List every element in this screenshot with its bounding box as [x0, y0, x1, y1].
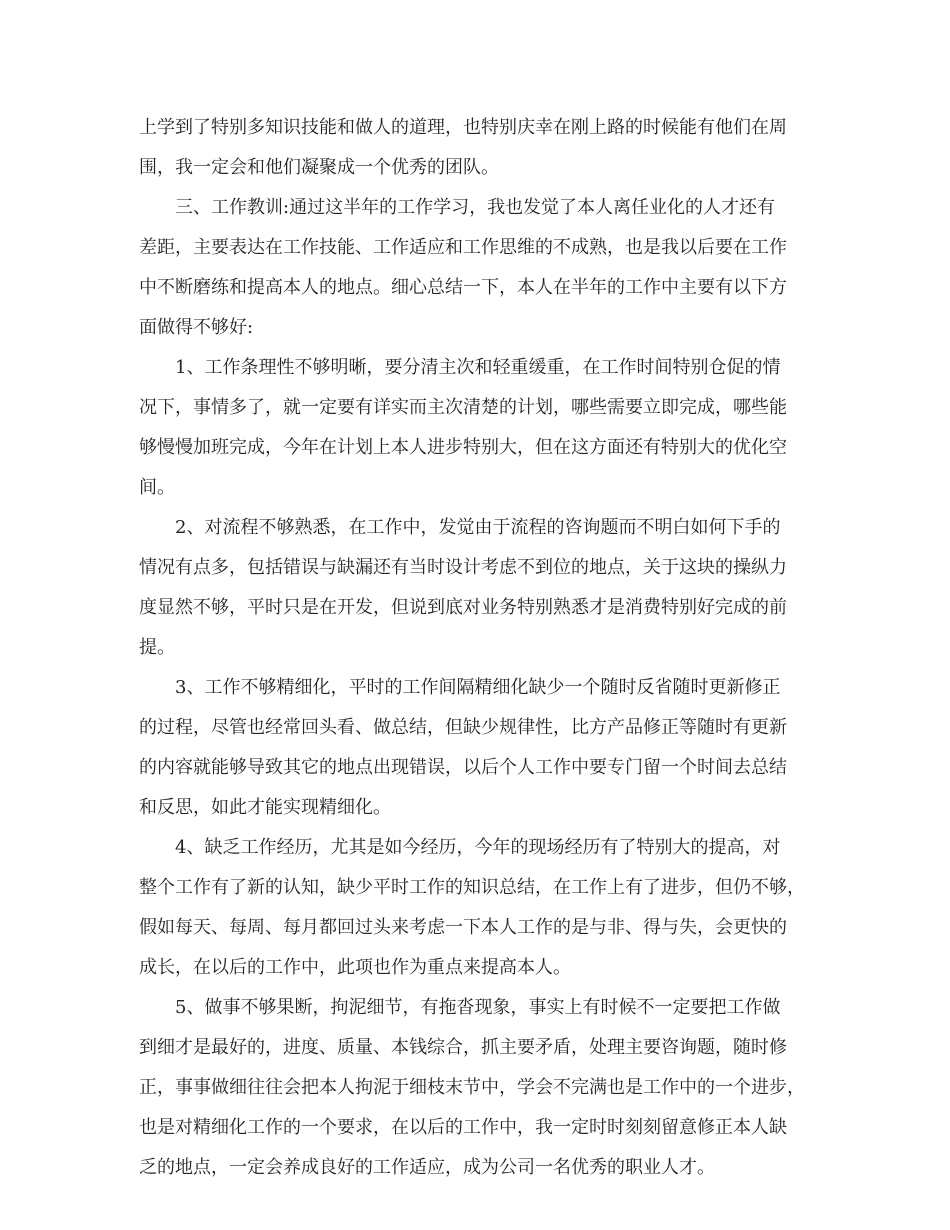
text-line: 提。	[139, 637, 175, 658]
list-item-4-line: 4、缺乏工作经历，尤其是如今经历，今年的现场经历有了特别大的提高，对	[175, 837, 781, 858]
text-line: 度显然不够，平时只是在开发，但说到底对业务特别熟悉才是消费特别好完成的前	[139, 597, 787, 618]
text-line: 乏的地点，一定会养成良好的工作适应，成为公司一名优秀的职业人才。	[139, 1157, 715, 1178]
list-item-1-line: 1、工作条理性不够明晰，要分清主次和轻重缓重，在工作时间特别仓促的情	[175, 357, 781, 378]
text-line: 正，事事做细往往会把本人拘泥于细枝末节中，学会不完满也是工作中的一个进步，	[139, 1077, 805, 1098]
text-line: 间。	[139, 477, 175, 498]
text-line: 上学到了特别多知识技能和做人的道理，也特别庆幸在刚上路的时候能有他们在周	[139, 117, 787, 138]
text-line: 假如每天、每周、每月都回过头来考虑一下本人工作的是与非、得与失，会更快的	[139, 917, 787, 938]
text-line: 的内容就能够导致其它的地点出现错误，以后个人工作中要专门留一个时间去总结	[139, 757, 787, 778]
text-line: 的过程，尽管也经常回头看、做总结，但缺少规律性，比方产品修正等随时有更新	[139, 717, 787, 738]
text-line: 面做得不够好:	[139, 317, 254, 338]
list-item-2-line: 2、对流程不够熟悉，在工作中，发觉由于流程的咨询题而不明白如何下手的	[175, 517, 781, 538]
text-line: 况下，事情多了，就一定要有详实而主次清楚的计划，哪些需要立即完成，哪些能	[139, 397, 787, 418]
text-line: 整个工作有了新的认知，缺少平时工作的知识总结，在工作上有了进步，但仍不够，	[139, 877, 805, 898]
text-line: 也是对精细化工作的一个要求，在以后的工作中，我一定时时刻刻留意修正本人缺	[139, 1117, 787, 1138]
text-line: 和反思，如此才能实现精细化。	[139, 797, 391, 818]
list-item-5-line: 5、做事不够果断，拘泥细节，有拖沓现象，事实上有时候不一定要把工作做	[175, 997, 781, 1018]
text-line: 成长，在以后的工作中，此项也作为重点来提高本人。	[139, 957, 571, 978]
text-line: 够慢慢加班完成，今年在计划上本人进步特别大，但在这方面还有特别大的优化空	[139, 437, 787, 458]
text-line: 中不断磨练和提高本人的地点。细心总结一下，本人在半年的工作中主要有以下方	[139, 277, 787, 298]
text-line: 到细才是最好的，进度、质量、本钱综合，抓主要矛盾，处理主要咨询题，随时修	[139, 1037, 787, 1058]
text-line: 围，我一定会和他们凝聚成一个优秀的团队。	[139, 157, 499, 178]
section-heading-line: 三、工作教训:通过这半年的工作学习，我也发觉了本人离任业化的人才还有	[175, 197, 776, 218]
text-line: 情况有点多，包括错误与缺漏还有当时设计考虑不到位的地点，关于这块的操纵力	[139, 557, 787, 578]
list-item-3-line: 3、工作不够精细化，平时的工作间隔精细化缺少一个随时反省随时更新修正	[175, 677, 781, 698]
text-line: 差距，主要表达在工作技能、工作适应和工作思维的不成熟，也是我以后要在工作	[139, 237, 787, 258]
